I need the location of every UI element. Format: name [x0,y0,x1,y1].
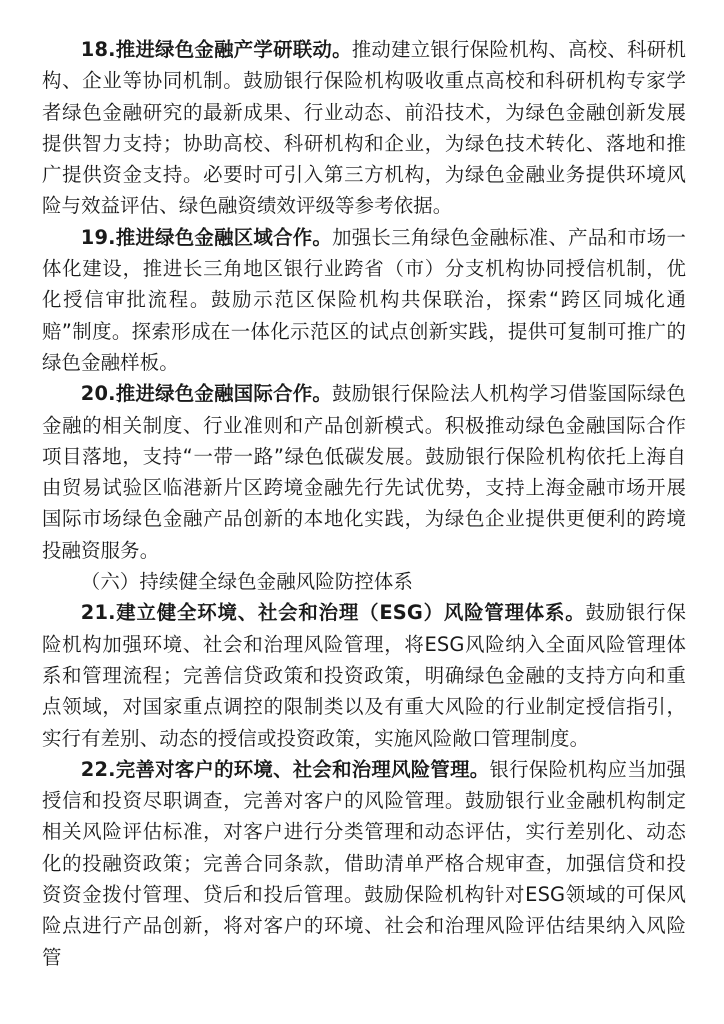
paragraph-20-title: 20.推进绿色金融国际合作。 [80,382,333,406]
paragraph-22-title: 22.完善对客户的环境、社会和治理风险管理。 [80,757,490,781]
paragraph-19-title: 19.推进绿色金融区域合作。 [80,225,333,249]
paragraph-18-body: 推动建立银行保险机构、高校、科研机构、企业等协同机制。鼓励银行保险机构吸收重点高校和科研机构专家学者绿色金融研究的最新成果、行业动态、前沿技术，为绿色金融创新发展提供智力支持；协助高校、科研机构和企业，为绿色技术转化、落地和推广提供资金支持。必要时可引入第三方机构，为绿色金融业务提供环境风险与效益评估、绿色融资绩效评级等参考依据。 [42,38,686,218]
paragraph-22 [42,754,686,973]
paragraph-18-title: 18.推进绿色金融产学研联动。 [80,38,352,61]
document-page [42,34,686,973]
paragraph-19-body: 加强长三角绿色金融标准、产品和市场一体化建设，推进长三角地区银行业跨省（市）分支机构协同授信机制，优化授信审批流程。鼓励示范区保险机构共保联治，探索“跨区同城化通赔”制度。探索形成在一体化示范区的试点创新实践，提供可复制可推广的绿色金融样板。 [42,225,687,374]
paragraph-21 [42,597,686,753]
section-heading-6: （六）持续健全绿色金融风险防控体系 [80,570,413,594]
paragraph-18 [42,34,686,222]
paragraph-20 [42,378,686,566]
paragraph-19 [42,222,686,378]
paragraph-21-title: 21.建立健全环境、社会和治理（ESG）风险管理体系。 [80,601,586,625]
paragraph-20-body: 鼓励银行保险法人机构学习借鉴国际绿色金融的相关制度、行业准则和产品创新模式。积极推动绿色金融国际合作项目落地，支持“一带一路”绿色低碳发展。鼓励银行保险机构依托上海自由贸易试验区临港新片区跨境金融先行先试优势，支持上海金融市场开展国际市场绿色金融产品创新的本地化实践，为绿色企业提供更便利的跨境投融资服务。 [42,382,687,562]
paragraph-21-body: 鼓励银行保险机构加强环境、社会和治理风险管理，将ESG风险纳入全面风险管理体系和管理流程；完善信贷政策和投资政策，明确绿色金融的支持方向和重点领域，对国家重点调控的限制类以及有重大风险的行业制定授信指引，实行有差别、动态的授信或投资政策，实施风险敞口管理制度。 [42,601,686,750]
paragraph-22-body: 银行保险机构应当加强授信和投资尽职调查，完善对客户的风险管理。鼓励银行业金融机构制定相关风险评估标准，对客户进行分类管理和动态评估，实行差别化、动态化的投融资政策；完善合同条款，借助清单严格合规审查，加强信贷和投资资金拨付管理、贷后和投后管理。鼓励保险机构针对ESG领域的可保风险点进行产品创新，将对客户的环境、社会和治理风险评估结果纳入风险管 [42,757,686,969]
